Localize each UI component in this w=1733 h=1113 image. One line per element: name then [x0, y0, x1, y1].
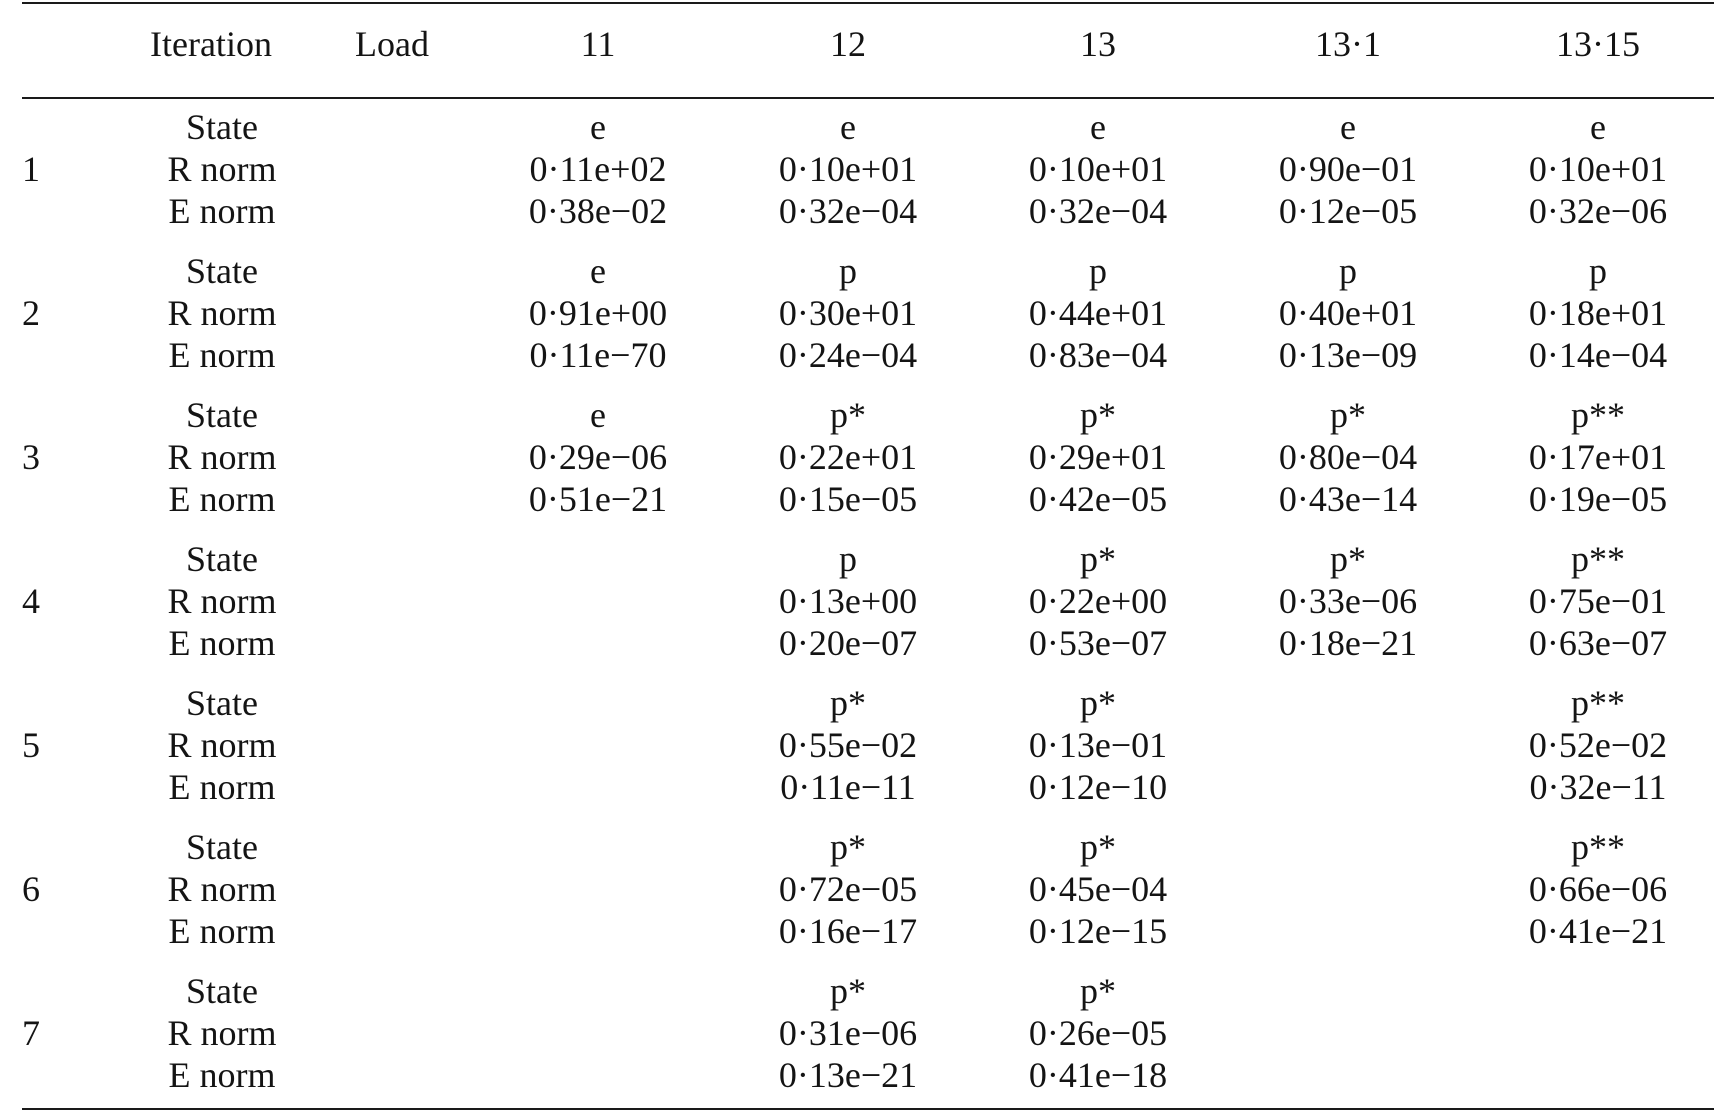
state-row [0, 970, 1733, 1012]
state-value: p* [830, 827, 866, 867]
r-norm-value: 0·45e−04 [1028, 869, 1168, 909]
header-load: Load [355, 24, 429, 64]
r-norm-value: 0·52e−02 [1528, 725, 1668, 765]
e-norm-value: 0·12e−15 [1028, 911, 1168, 951]
iteration-group [0, 538, 1733, 670]
state-value: p [1339, 251, 1357, 291]
iteration-number: 1 [22, 149, 40, 189]
e-norm-value: 0·11e−70 [529, 335, 667, 375]
state-value: p [839, 539, 857, 579]
e-norm-value: 0·13e−21 [778, 1055, 918, 1095]
state-value: p* [1080, 395, 1116, 435]
iteration-group [0, 826, 1733, 958]
e-norm-value: 0·83e−04 [1028, 335, 1168, 375]
e-norm-value: 0·32e−04 [778, 191, 918, 231]
e-norm-label: E norm [168, 911, 276, 951]
e-norm-label: E norm [168, 1055, 276, 1095]
r-norm-value: 0·80e−04 [1278, 437, 1418, 477]
r-norm-value: 0·10e+01 [778, 149, 918, 189]
header-rule [22, 97, 1714, 99]
e-norm-label: E norm [168, 335, 276, 375]
e-norm-value: 0·12e−10 [1028, 767, 1168, 807]
e-norm-value: 0·12e−05 [1278, 191, 1418, 231]
e-norm-row [0, 1054, 1733, 1096]
state-row [0, 538, 1733, 580]
r-norm-row [0, 1012, 1733, 1054]
iteration-number: 5 [22, 725, 40, 765]
e-norm-value: 0·43e−14 [1278, 479, 1418, 519]
e-norm-value: 0·32e−04 [1028, 191, 1168, 231]
e-norm-value: 0·16e−17 [778, 911, 918, 951]
state-label: State [186, 971, 258, 1011]
header-load-col-1: 11 [580, 24, 616, 64]
iteration-number: 3 [22, 437, 40, 477]
e-norm-value: 0·42e−05 [1028, 479, 1168, 519]
e-norm-value: 0·51e−21 [528, 479, 668, 519]
iteration-group [0, 106, 1733, 238]
state-value: p* [1330, 539, 1366, 579]
state-value: p* [1080, 971, 1116, 1011]
r-norm-value: 0·13e+00 [778, 581, 918, 621]
r-norm-value: 0·10e+01 [1528, 149, 1668, 189]
state-value: p** [1571, 683, 1625, 723]
iteration-group [0, 250, 1733, 382]
iteration-group [0, 970, 1733, 1102]
state-label: State [186, 827, 258, 867]
e-norm-value: 0·18e−21 [1278, 623, 1418, 663]
state-value: p* [830, 683, 866, 723]
state-value: p* [1080, 539, 1116, 579]
e-norm-value: 0·24e−04 [778, 335, 918, 375]
r-norm-value: 0·26e−05 [1028, 1013, 1168, 1053]
r-norm-row [0, 292, 1733, 334]
e-norm-value: 0·41e−18 [1028, 1055, 1168, 1095]
iteration-number: 6 [22, 869, 40, 909]
iteration-group [0, 394, 1733, 526]
r-norm-row [0, 580, 1733, 622]
table-header [0, 0, 1733, 96]
e-norm-value: 0·41e−21 [1528, 911, 1668, 951]
r-norm-value: 0·18e+01 [1528, 293, 1668, 333]
r-norm-label: R norm [167, 581, 277, 621]
r-norm-value: 0·22e+00 [1028, 581, 1168, 621]
state-value: p* [1330, 395, 1366, 435]
r-norm-label: R norm [167, 869, 277, 909]
r-norm-value: 0·13e−01 [1028, 725, 1168, 765]
r-norm-label: R norm [167, 293, 277, 333]
e-norm-row [0, 622, 1733, 664]
r-norm-value: 0·30e+01 [778, 293, 918, 333]
e-norm-value: 0·11e−11 [780, 767, 916, 807]
state-value: e [1590, 107, 1606, 147]
header-load-col-4: 13·1 [1315, 24, 1381, 64]
r-norm-value: 0·29e−06 [528, 437, 668, 477]
r-norm-row [0, 868, 1733, 910]
r-norm-label: R norm [167, 149, 277, 189]
bottom-rule [22, 1108, 1714, 1110]
header-load-col-3: 13 [1080, 24, 1116, 64]
r-norm-value: 0·40e+01 [1278, 293, 1418, 333]
e-norm-row [0, 766, 1733, 808]
header-load-col-2: 12 [830, 24, 866, 64]
state-value: p* [1080, 827, 1116, 867]
header-iteration: Iteration [150, 24, 272, 64]
state-value: e [1090, 107, 1106, 147]
r-norm-label: R norm [167, 437, 277, 477]
state-value: e [590, 395, 606, 435]
e-norm-label: E norm [168, 191, 276, 231]
e-norm-row [0, 478, 1733, 520]
e-norm-value: 0·14e−04 [1528, 335, 1668, 375]
r-norm-value: 0·29e+01 [1028, 437, 1168, 477]
iteration-group [0, 682, 1733, 814]
e-norm-value: 0·19e−05 [1528, 479, 1668, 519]
r-norm-label: R norm [167, 725, 277, 765]
state-label: State [186, 251, 258, 291]
r-norm-value: 0·31e−06 [778, 1013, 918, 1053]
e-norm-value: 0·38e−02 [528, 191, 668, 231]
state-label: State [186, 395, 258, 435]
r-norm-value: 0·91e+00 [528, 293, 668, 333]
r-norm-value: 0·11e+02 [529, 149, 667, 189]
state-value: p* [830, 971, 866, 1011]
state-value: e [840, 107, 856, 147]
e-norm-value: 0·63e−07 [1528, 623, 1668, 663]
state-row [0, 682, 1733, 724]
r-norm-value: 0·75e−01 [1528, 581, 1668, 621]
state-row [0, 394, 1733, 436]
r-norm-label: R norm [167, 1013, 277, 1053]
state-label: State [186, 683, 258, 723]
state-value: p* [830, 395, 866, 435]
state-value: e [590, 251, 606, 291]
state-value: p [1089, 251, 1107, 291]
state-value: p [839, 251, 857, 291]
r-norm-value: 0·22e+01 [778, 437, 918, 477]
state-row [0, 106, 1733, 148]
state-value: e [590, 107, 606, 147]
r-norm-value: 0·72e−05 [778, 869, 918, 909]
state-value: p** [1571, 827, 1625, 867]
e-norm-row [0, 334, 1733, 376]
e-norm-value: 0·32e−11 [1529, 767, 1667, 807]
e-norm-value: 0·15e−05 [778, 479, 918, 519]
r-norm-value: 0·17e+01 [1528, 437, 1668, 477]
iteration-number: 4 [22, 581, 40, 621]
r-norm-row [0, 436, 1733, 478]
state-value: p** [1571, 539, 1625, 579]
state-value: p** [1571, 395, 1625, 435]
iteration-number: 2 [22, 293, 40, 333]
r-norm-row [0, 724, 1733, 766]
e-norm-value: 0·32e−06 [1528, 191, 1668, 231]
r-norm-row [0, 148, 1733, 190]
state-label: State [186, 107, 258, 147]
r-norm-value: 0·90e−01 [1278, 149, 1418, 189]
r-norm-value: 0·10e+01 [1028, 149, 1168, 189]
state-row [0, 826, 1733, 868]
e-norm-row [0, 910, 1733, 952]
e-norm-label: E norm [168, 623, 276, 663]
state-value: p [1589, 251, 1607, 291]
state-value: e [1340, 107, 1356, 147]
r-norm-value: 0·66e−06 [1528, 869, 1668, 909]
state-row [0, 250, 1733, 292]
e-norm-value: 0·13e−09 [1278, 335, 1418, 375]
e-norm-value: 0·53e−07 [1028, 623, 1168, 663]
e-norm-label: E norm [168, 767, 276, 807]
state-value: p* [1080, 683, 1116, 723]
r-norm-value: 0·55e−02 [778, 725, 918, 765]
r-norm-value: 0·44e+01 [1028, 293, 1168, 333]
e-norm-row [0, 190, 1733, 232]
e-norm-label: E norm [168, 479, 276, 519]
r-norm-value: 0·33e−06 [1278, 581, 1418, 621]
e-norm-value: 0·20e−07 [778, 623, 918, 663]
header-load-col-5: 13·15 [1556, 24, 1640, 64]
state-label: State [186, 539, 258, 579]
iteration-number: 7 [22, 1013, 40, 1053]
